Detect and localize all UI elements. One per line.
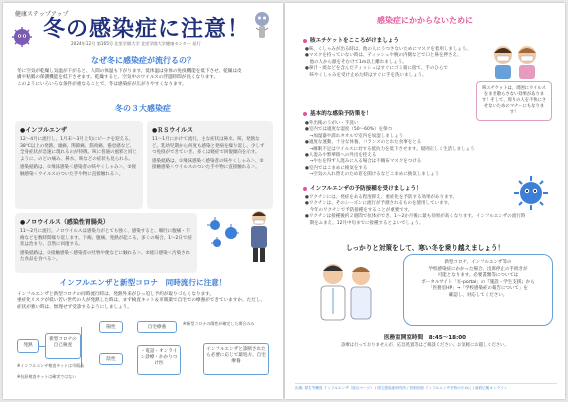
cough-list — [305, 47, 480, 79]
rsv-route: 感染経路は、①飛沫感染＜感染者の咳やくしゃみ＞、②接触感染＜ウイルスのついた手や物に直接触れる＞。 — [152, 158, 264, 171]
sick-person-icon — [245, 208, 273, 264]
mascot-virus-icon — [251, 8, 273, 42]
list-item: ●ワクチンは接種後約２週間で抗体ができ、1～2か月後に最も効果が高くなります。インフルエンザの流行時 — [305, 214, 526, 220]
list-item: ●ワクチンには、発症をある程度抑え、重症化を予防する効果があります。 — [305, 195, 458, 200]
list-item: →やむを得ず人混みに入る場合は不織布マスクをつける — [305, 159, 422, 165]
norovirus-box — [15, 213, 197, 273]
flow-clinic: インフルエンザと診断されたら必要に応じて薬処方、自宅療養 — [203, 343, 269, 375]
list-item: →空気の入れ替えのため窓を開けるなどこまめに換気しましょう — [305, 172, 440, 178]
list-item: ●室内ではこまめに換気をする — [305, 165, 368, 171]
prevention-heading: 感染症にかからないために — [377, 16, 473, 25]
norovirus-title: ●ノロウイルス（感染性胃腸炎） — [20, 219, 109, 226]
intro-line: 冬に空気が乾燥し気温が下がると、人間の体温も下がります。低体温は身体の免疫機能を低下させ、乾燥は皮 — [17, 69, 242, 74]
covid-line: 重症化リスクが低い若い世代の人が発熱した時は、まず検査キット＆市販薬で自宅での療養ができていますか。ただし、 — [17, 298, 265, 304]
list-item: ●鼻汁・痰などを含んだティッシュはすぐにゴミ箱に捨て、手のひらで — [305, 66, 448, 72]
list-item: 期をふまえ、12月中旬までに接種するとよいでしょう。 — [305, 220, 424, 226]
slogan: しっかりと対策をして、寒い冬を乗り越えましょう！ — [345, 244, 505, 252]
list-item: 他の人から顔をそむけて1m以上離れましょう。 — [305, 59, 407, 65]
list-item: ●咳、くしゃみが出る時は、他の人にうつさないためにマスクを着用しましょう。 — [305, 47, 471, 52]
list-item: →睡眠不足はウイルスに対する抵抗力を低下させます。規則正しく生活しましょう — [305, 146, 475, 152]
flow-consult: ・電話・オンライン診療・かかりつけ医 — [137, 345, 181, 375]
flow-fever: 発熱 — [17, 339, 39, 353]
flu-title: ●インフルエンザ — [20, 127, 67, 134]
cough-etiquette-heading: 咳エチケットをこころがけましょう — [303, 36, 399, 44]
norovirus-route: 感染経路は、①接触感染＜感染者の吐物や便などに触れる＞、②経口感染＜汚染された食品を食べる＞。 — [20, 250, 191, 263]
rsv-title: ●ＲＳウイルス — [152, 127, 193, 134]
rsv-text: 11～1月にかけて流行。主な症状は鼻水、咳、発熱など。乳幼児期から何度も感染と発病を繰り返し、少しずつ免疫ができていき、多くは軽症で回復傾向を示す。 — [152, 137, 265, 156]
page-title: 冬の感染症に注意！ — [43, 17, 251, 42]
bubble-line: 確認し、対応してください。 — [448, 292, 508, 298]
bubble-line: 学校感染症にかかった場合、出席停止の手続きが — [428, 266, 528, 272]
bubble-line: 新型コロナ、インフルエンザ等の — [444, 260, 512, 265]
flu-box — [15, 121, 143, 209]
left-page — [3, 3, 283, 399]
vaccine-list — [305, 195, 555, 227]
vaccine-heading: インフルエンザの予防接種を受けましょう！ — [303, 184, 422, 192]
three-diseases-heading: 冬の３大感染症 — [115, 104, 171, 113]
header-subtitle: 健康ステップアップ — [15, 11, 69, 18]
intro-text — [17, 69, 271, 88]
flow-positive: 陽性 — [99, 321, 123, 333]
rsv-box — [147, 121, 273, 209]
purple-virus-icon — [9, 25, 35, 49]
doctor-nurse-icon — [311, 254, 381, 332]
intro-line: 膚や粘膜の保護機能を低下させます。乾燥すると、空気中のウイルスの浮遊時間が長くなります。 — [17, 75, 219, 81]
norovirus-text: 11～2月に流行。ノロウイルスは感染力がとても強く、感染すると、嘔吐に腹痛・下痢などを数時間繰り返します。下痢、腹痛、発熱が起こる。多くの場合、1～2日で症状は治まり、自然に回復する。 — [20, 229, 192, 248]
covid-line: インフルエンザと新型コロナの同時流行時は、発熱外来がひっ迫し予約が取りづらくなります。 — [17, 292, 214, 297]
list-item: ●室内では適度な湿度（50～60%）を保つ — [305, 127, 393, 133]
intro-line: このようにいろいろな条件が重なることで、冬は感染症が広がりやすくなります。 — [17, 81, 187, 87]
why-heading: なぜ冬に感染症が流行るの？ — [91, 56, 195, 65]
flow-self-test: 新型コロナの自己検査 — [45, 333, 81, 359]
flow-note-right: ※新型コロナの陽性が確定した場合のみ — [183, 321, 255, 326]
covid-heading: インフルエンザと新型コロナ 同時流行に注意！ — [59, 278, 227, 287]
clinic-note: 診療は行っておりませんが、応急処置等はご相談ください。お気軽にお越しください。 — [341, 343, 509, 348]
bubble-line: 可能となります。必要書類等については — [437, 273, 519, 278]
issue-meta: 2024年12月 第165号 北里学園大学 北里学園大学健康センター 発行 — [71, 41, 201, 46]
list-item: ●ワクチンは、そのシーズンに流行が予測されるものを使用しています。 — [305, 201, 453, 207]
clinic-hours: 医務室開室時間 8:45～18:00 — [383, 335, 467, 341]
flow-home-care: 自宅療養 — [137, 321, 177, 333]
list-item: ●適度な運動、十分な休養、バランスのとれた食事をとる — [305, 140, 422, 146]
cough-etiquette-note: 咳エチケットは、周囲にウイルスをまき散らさない効果があります！そして、周りの人を不快にさせないためのマナーにもなります！ — [476, 81, 552, 121]
list-item: 咳やくしゃみを受け止めた時はすぐに手を洗いましょう。 — [305, 72, 427, 78]
list-item: ●マスクを持っていない時は、ティッシュや腕の内側などで口と鼻を押さえ、 — [305, 53, 462, 59]
basic-prevention-heading: 基本的な感染予防策を！ — [303, 109, 372, 117]
list-item: ●人混みや繁華街への外出を控える — [305, 153, 377, 159]
list-item: →加湿器や濡れタオルで室内を加湿しましょう — [305, 133, 404, 139]
right-page — [285, 3, 565, 399]
bubble-line: ポータルサイト「Ⓚ-portal」の『施設・学生支援』から — [421, 279, 535, 285]
flow-note-left: ※インフルエンザ検査キットは市販品 ※抗原検査キットは確実ではない — [17, 363, 85, 380]
notice-bubble — [403, 254, 553, 326]
mask-people-icon — [485, 41, 545, 79]
flu-text: 12～4月に流行し、1月末～3月上旬にピークを迎える。38℃以上の発熱、頭痛、関節痛、筋肉痛、倦怠感など、全身症状が急速に現れるのが特徴。咳に普通の風邪と同じように、のどの痛み、鼻水、咳などの症状も見られる。 — [20, 137, 137, 162]
sources-footer: 出典: 厚生労働省 インフルエンザ（総合ページ） / 国立感染症研究所 / 首相官邸 インフルエンザ予防のために / 政府広報オンライン — [295, 383, 557, 393]
flu-route: 感染経路は、①飛沫感染＜感染者の咳やくしゃみ＞、②接触感染＜ウイルスのついた手や物に直接触れる＞。 — [20, 165, 137, 177]
blue-virus-cluster-icon — [203, 213, 243, 253]
covid-line: 症状が強い時は、無理せず受診するようにしましょう。 — [17, 304, 132, 310]
list-item: 今年のワクチンで予防接種をすることが重要です。 — [305, 207, 413, 213]
list-item: ●外出後のうがい・手洗い — [305, 121, 359, 126]
basic-list — [305, 121, 505, 179]
flow-connector — [81, 327, 82, 367]
bubble-line: 「医務室HP」→「学校感染症の報告について」を — [428, 286, 528, 291]
covid-text — [17, 292, 271, 311]
flow-negative: 陰性 — [99, 353, 123, 365]
